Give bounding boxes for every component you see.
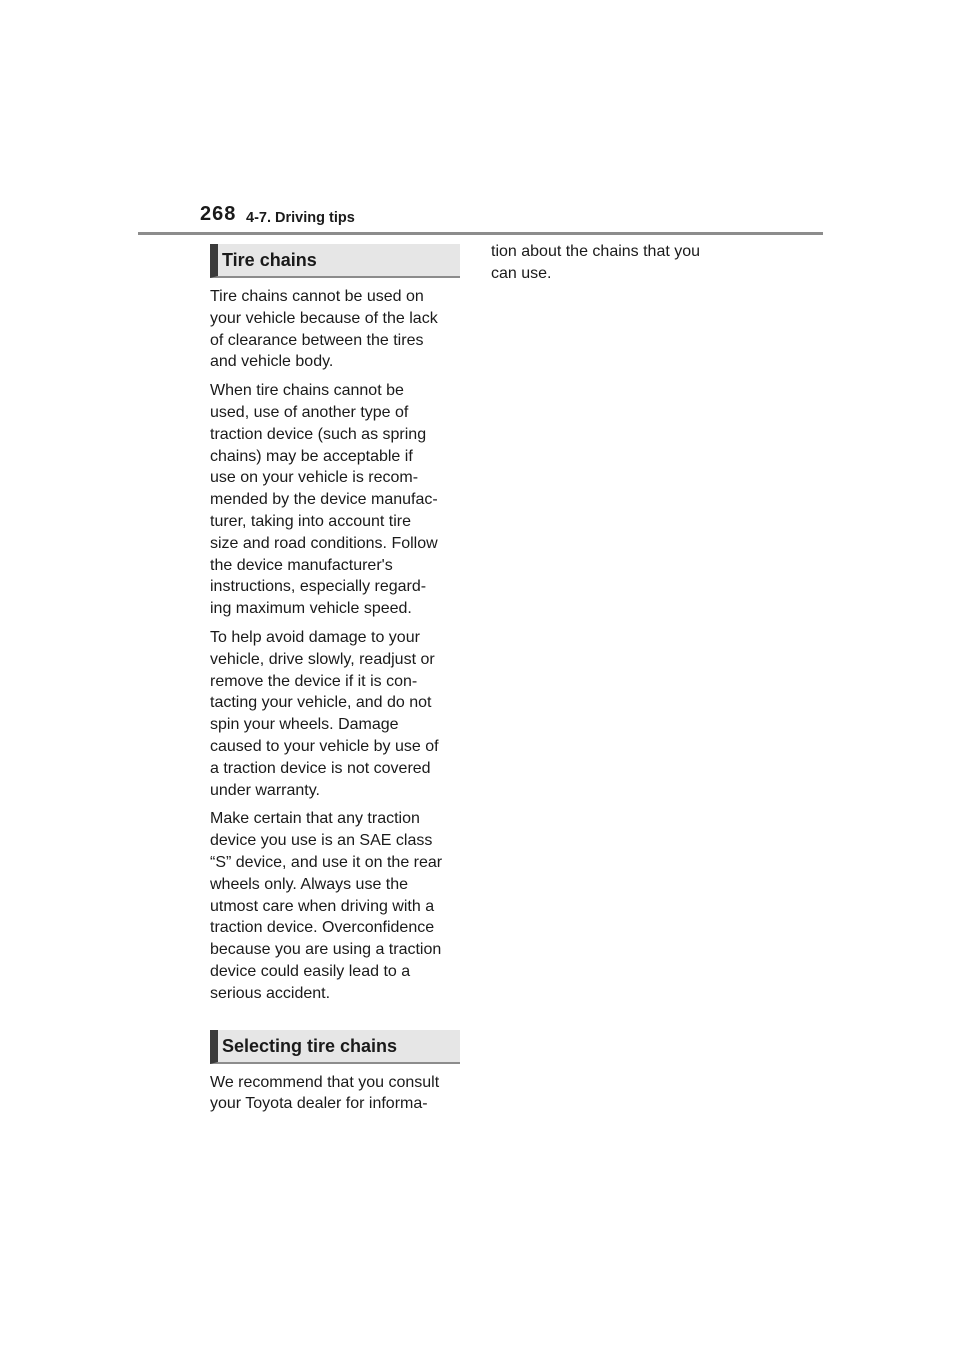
page-number: 268 xyxy=(200,203,237,225)
header-rule xyxy=(138,232,823,235)
heading-selecting-tire-chains xyxy=(210,1030,460,1064)
paragraph-continuation: tion about the chains that you can use. xyxy=(491,243,701,282)
paragraph: When tire chains cannot be used, use of another type of traction device (such as spring chains) may be acceptable if use on your vehicle is recom- mended by the device manufac- turer, taking into account tire size and road conditions. Follow the device manufacturer's instructions, especially regard- ing maximum vehicle speed. xyxy=(210,382,438,618)
paragraph: Tire chains cannot be used on your vehicle because of the lack of clearance between the tires and vehicle body. xyxy=(210,288,438,371)
heading-tire-chains xyxy=(210,244,460,278)
heading-tire-chains-text: Tire chains xyxy=(222,250,317,270)
left-column xyxy=(210,244,470,1115)
paragraph: Make certain that any traction device you use is an SAE class “S” device, and use it on the rear wheels only. Always use the utmost care when driving with a traction device. Overconfidence because you are using a traction device could easily lead to a serious accident. xyxy=(210,810,443,1002)
paragraph: We recommend that you consult your Toyota dealer for informa- xyxy=(210,1073,440,1113)
section-label: 4-7. Driving tips xyxy=(246,210,355,226)
paragraph: To help avoid damage to your vehicle, drive slowly, readjust or remove the device if it is con- tacting your vehicle, and do not spin your wheels. Damage caused to your vehicle by use of a traction device is not covered under warranty. xyxy=(210,628,439,799)
heading-selecting-tire-chains-text: Selecting tire chains xyxy=(222,1035,398,1056)
right-column xyxy=(491,241,751,285)
